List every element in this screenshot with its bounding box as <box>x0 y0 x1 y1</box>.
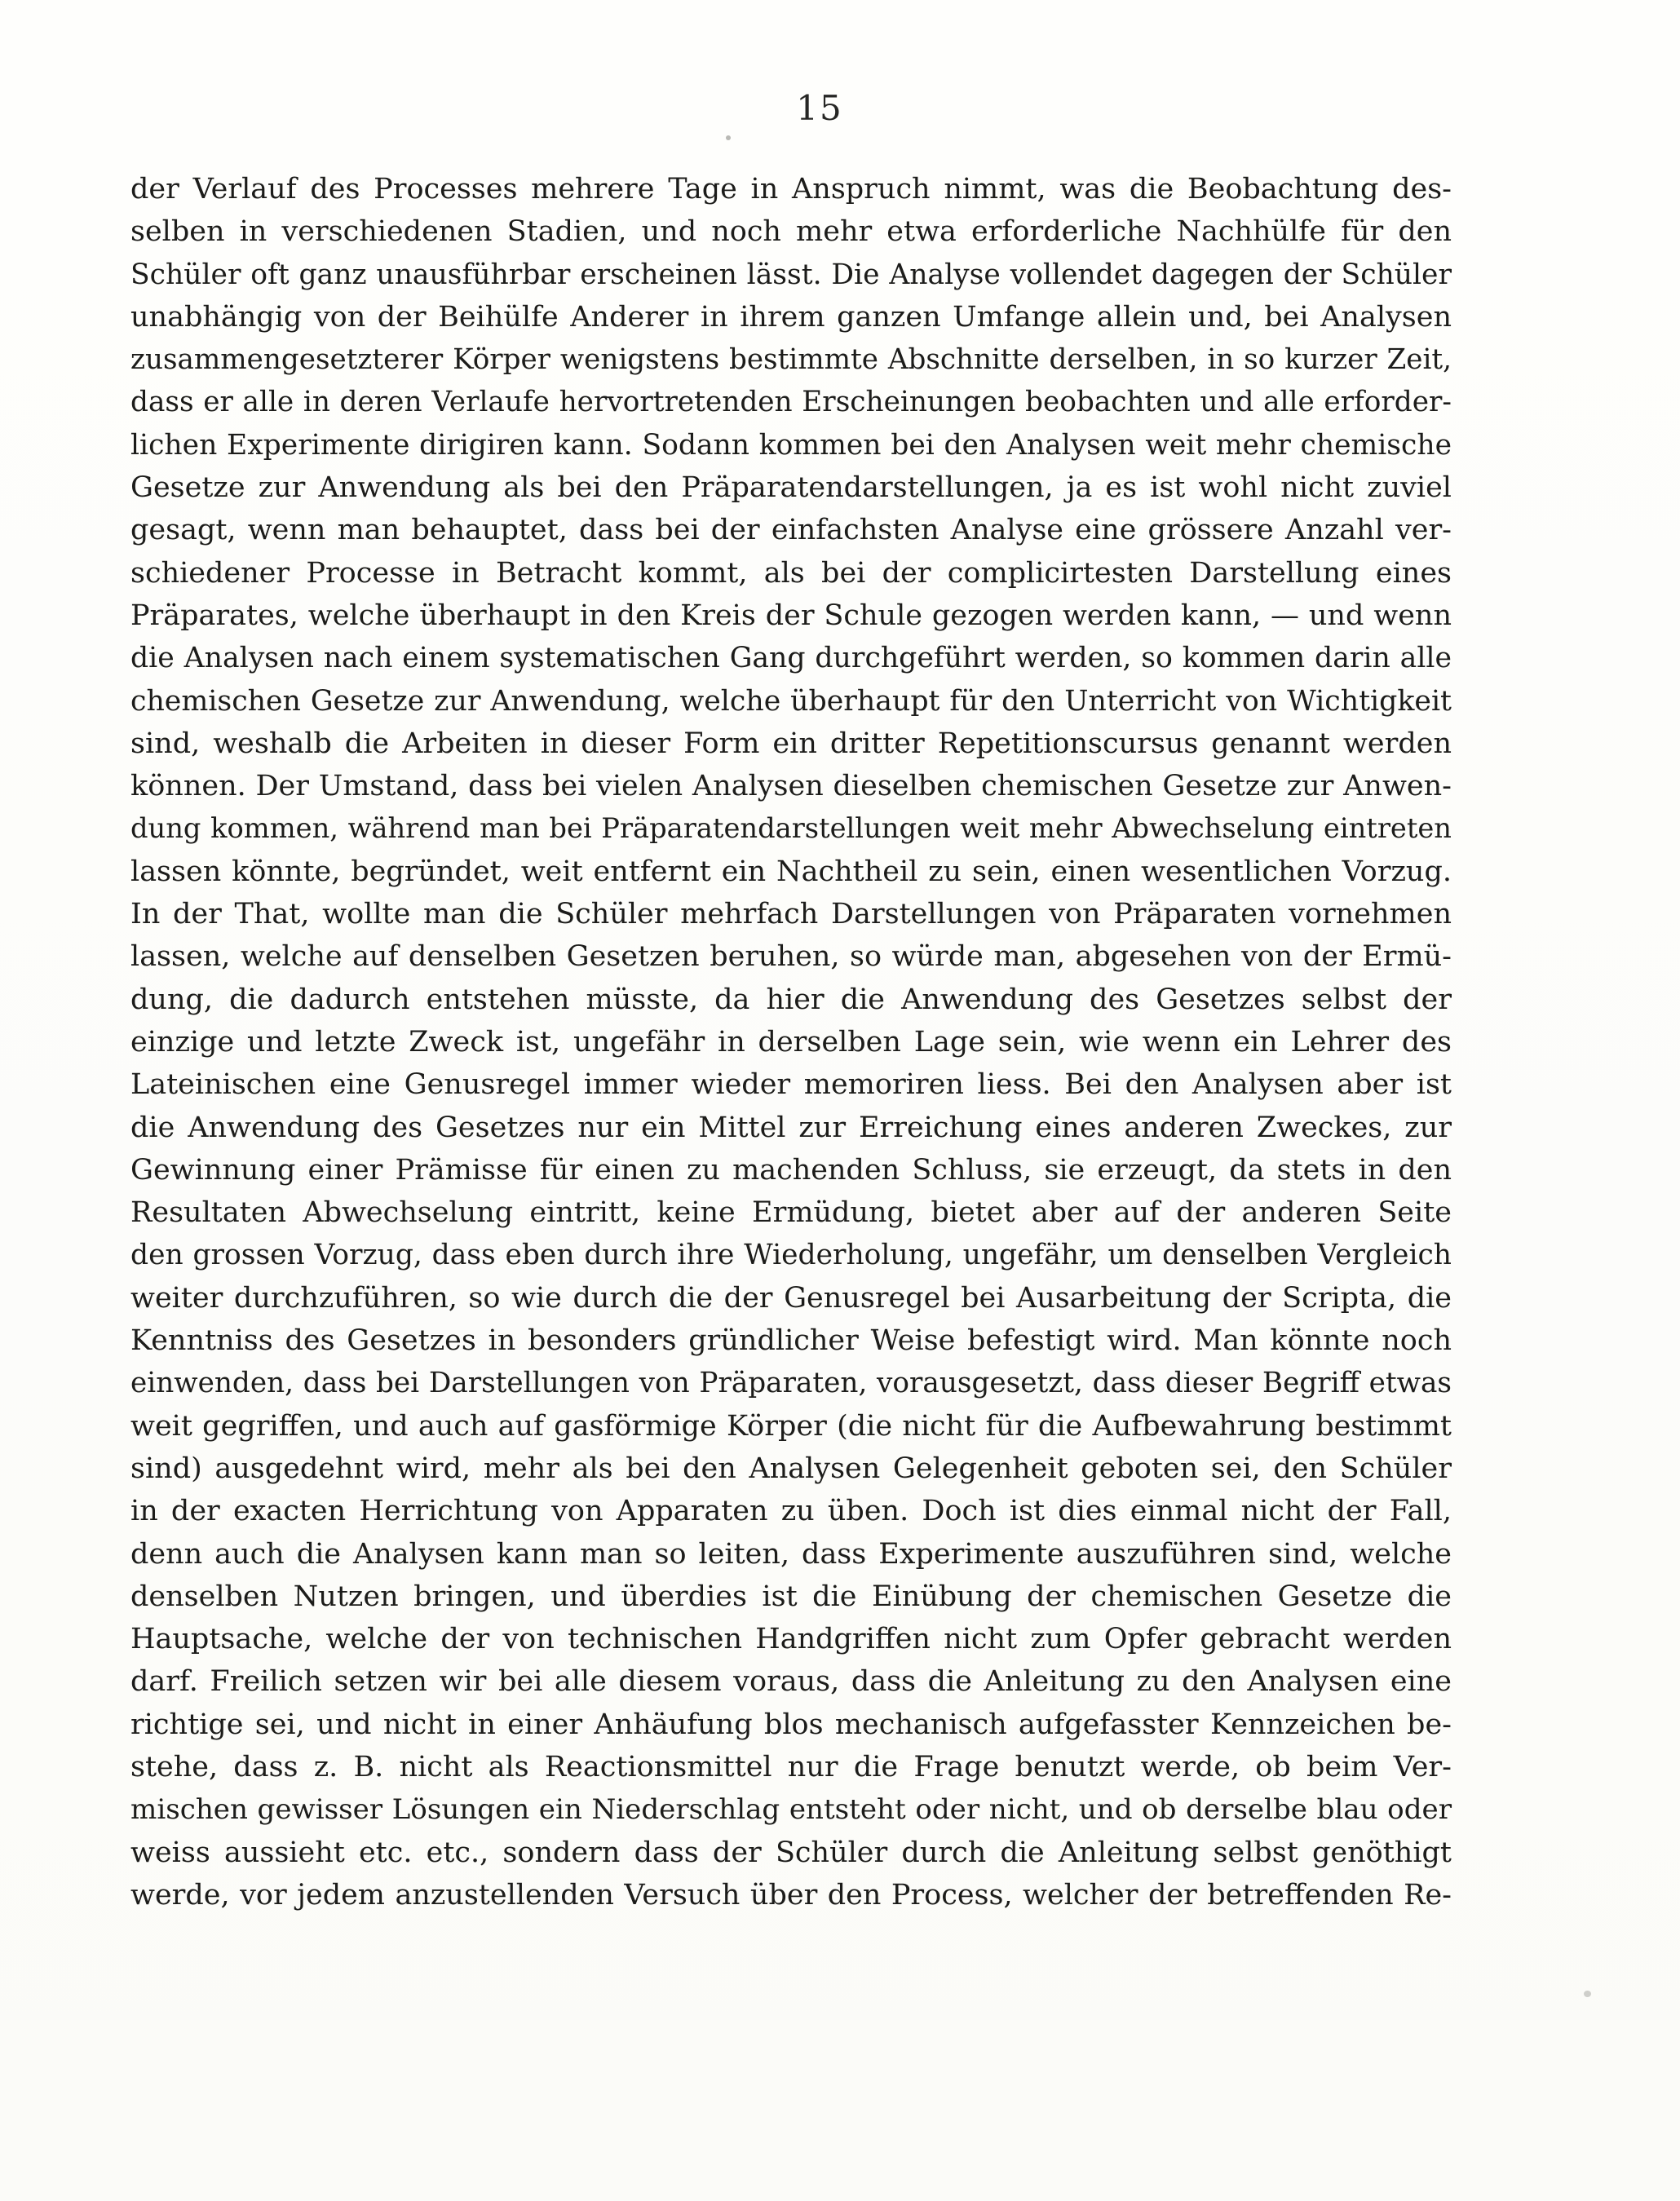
text-line: denselben Nutzen bringen, und überdies ist die Einübung der chemischen Gesetze die <box>130 1580 1452 1613</box>
paper-speck <box>1584 1991 1591 1997</box>
text-line: Lateinischen eine Genusregel immer wieder memoriren liess. Bei den Analysen aber ist <box>130 1068 1452 1102</box>
text-line: werde, vor jedem anzustellenden Versuch über den Process, welcher der betreffenden Re- <box>130 1878 1452 1912</box>
text-line: dung, die dadurch entstehen müsste, da hier die Anwendung des Gesetzes selbst der <box>130 983 1452 1016</box>
text-line: selben in verschiedenen Stadien, und noch mehr etwa erforderliche Nachhülfe für den <box>130 215 1452 249</box>
text-line: der Verlauf des Processes mehrere Tage in Anspruch nimmt, was die Beobachtung des- <box>130 173 1452 206</box>
text-line: lassen, welche auf denselben Gesetzen beruhen, so würde man, abgesehen von der Ermü- <box>130 940 1452 974</box>
text-line: stehe, dass z. B. nicht als Reactionsmittel nur die Frage benutzt werde, ob beim Ver- <box>130 1750 1452 1783</box>
text-line: den grossen Vorzug, dass eben durch ihre Wiederholung, ungefähr, um denselben Vergleich <box>130 1239 1452 1272</box>
text-line: chemischen Gesetze zur Anwendung, welche überhaupt für den Unterricht von Wichtigkeit <box>130 684 1452 718</box>
text-line: sind, weshalb die Arbeiten in dieser Form ein dritter Repetitionscursus genannt werden <box>130 727 1452 760</box>
text-line: denn auch die Analysen kann man so leiten, dass Experimente auszuführen sind, welche <box>130 1537 1452 1571</box>
text-line: unabhängig von der Beihülfe Anderer in ihrem ganzen Umfange allein und, bei Analysen <box>130 300 1452 334</box>
text-line: in der exacten Herrichtung von Apparaten zu üben. Doch ist dies einmal nicht der Fall, <box>130 1495 1452 1528</box>
text-line: zusammengesetzterer Körper wenigstens bestimmte Abschnitte derselben, in so kurzer Zeit, <box>130 343 1452 377</box>
text-line: dung kommen, während man bei Präparatendarstellungen weit mehr Abwechselung eintreten <box>130 812 1452 845</box>
text-line: mischen gewisser Lösungen ein Niederschlag entsteht oder nicht, und ob derselbe blau oder <box>130 1793 1452 1827</box>
text-line: Kenntniss des Gesetzes in besonders gründlicher Weise befestigt wird. Man könnte noch <box>130 1324 1452 1358</box>
text-line: schiedener Processe in Betracht kommt, als bei der complicirtesten Darstellung eines <box>130 556 1452 590</box>
text-line: die Analysen nach einem systematischen Gang durchgeführt werden, so kommen darin alle <box>130 642 1452 675</box>
text-line: einwenden, dass bei Darstellungen von Präparaten, vorausgesetzt, dass dieser Begriff etwas <box>130 1367 1452 1400</box>
text-line: weit gegriffen, und auch auf gasförmige Körper (die nicht für die Aufbewahrung bestimmt <box>130 1409 1452 1443</box>
text-line: einzige und letzte Zweck ist, ungefähr in derselben Lage sein, wie wenn ein Lehrer des <box>130 1025 1452 1059</box>
paper-speck <box>726 135 731 140</box>
text-line: Hauptsache, welche der von technischen Handgriffen nicht zum Opfer gebracht werden <box>130 1623 1452 1656</box>
text-line: lassen könnte, begründet, weit entfernt ein Nachtheil zu sein, einen wesentlichen Vorzug. <box>130 855 1452 888</box>
text-line: Schüler oft ganz unausführbar erscheinen lässt. Die Analyse vollendet dagegen der Schüler <box>130 258 1452 291</box>
text-line: Präparates, welche überhaupt in den Kreis der Schule gezogen werden kann, — und wenn <box>130 599 1452 632</box>
text-line: weiter durchzuführen, so wie durch die der Genusregel bei Ausarbeitung der Scripta, die <box>130 1281 1452 1315</box>
text-line: weiss aussieht etc. etc., sondern dass der Schüler durch die Anleitung selbst genöthigt <box>130 1836 1452 1869</box>
text-line: darf. Freilich setzen wir bei alle diesem voraus, dass die Anleitung zu den Analysen eine <box>130 1665 1452 1699</box>
text-line: Gewinnung einer Prämisse für einen zu machenden Schluss, sie erzeugt, da stets in den <box>130 1153 1452 1187</box>
text-line: richtige sei, und nicht in einer Anhäufung blos mechanisch aufgefasster Kennzeichen be- <box>130 1708 1452 1741</box>
text-line: sind) ausgedehnt wird, mehr als bei den Analysen Gelegenheit geboten sei, den Schüler <box>130 1452 1452 1485</box>
text-line: Gesetze zur Anwendung als bei den Präparatendarstellungen, ja es ist wohl nicht zuviel <box>130 471 1452 505</box>
text-line: In der That, wollte man die Schüler mehrfach Darstellungen von Präparaten vornehmen <box>130 898 1452 931</box>
text-line: Resultaten Abwechselung eintritt, keine Ermüdung, bietet aber auf der anderen Seite <box>130 1196 1452 1230</box>
page-number: 15 <box>796 88 843 128</box>
text-line: lichen Experimente dirigiren kann. Sodann kommen bei den Analysen weit mehr chemische <box>130 428 1452 462</box>
text-line: die Anwendung des Gesetzes nur ein Mittel zur Erreichung eines anderen Zweckes, zur <box>130 1111 1452 1144</box>
body-text <box>130 168 1452 1916</box>
text-line: gesagt, wenn man behauptet, dass bei der einfachsten Analyse eine grössere Anzahl ver- <box>130 514 1452 547</box>
text-line: dass er alle in deren Verlaufe hervortretenden Erscheinungen beobachten und alle erforder- <box>130 386 1452 419</box>
text-line: können. Der Umstand, dass bei vielen Analysen dieselben chemischen Gesetze zur Anwen- <box>130 770 1452 803</box>
